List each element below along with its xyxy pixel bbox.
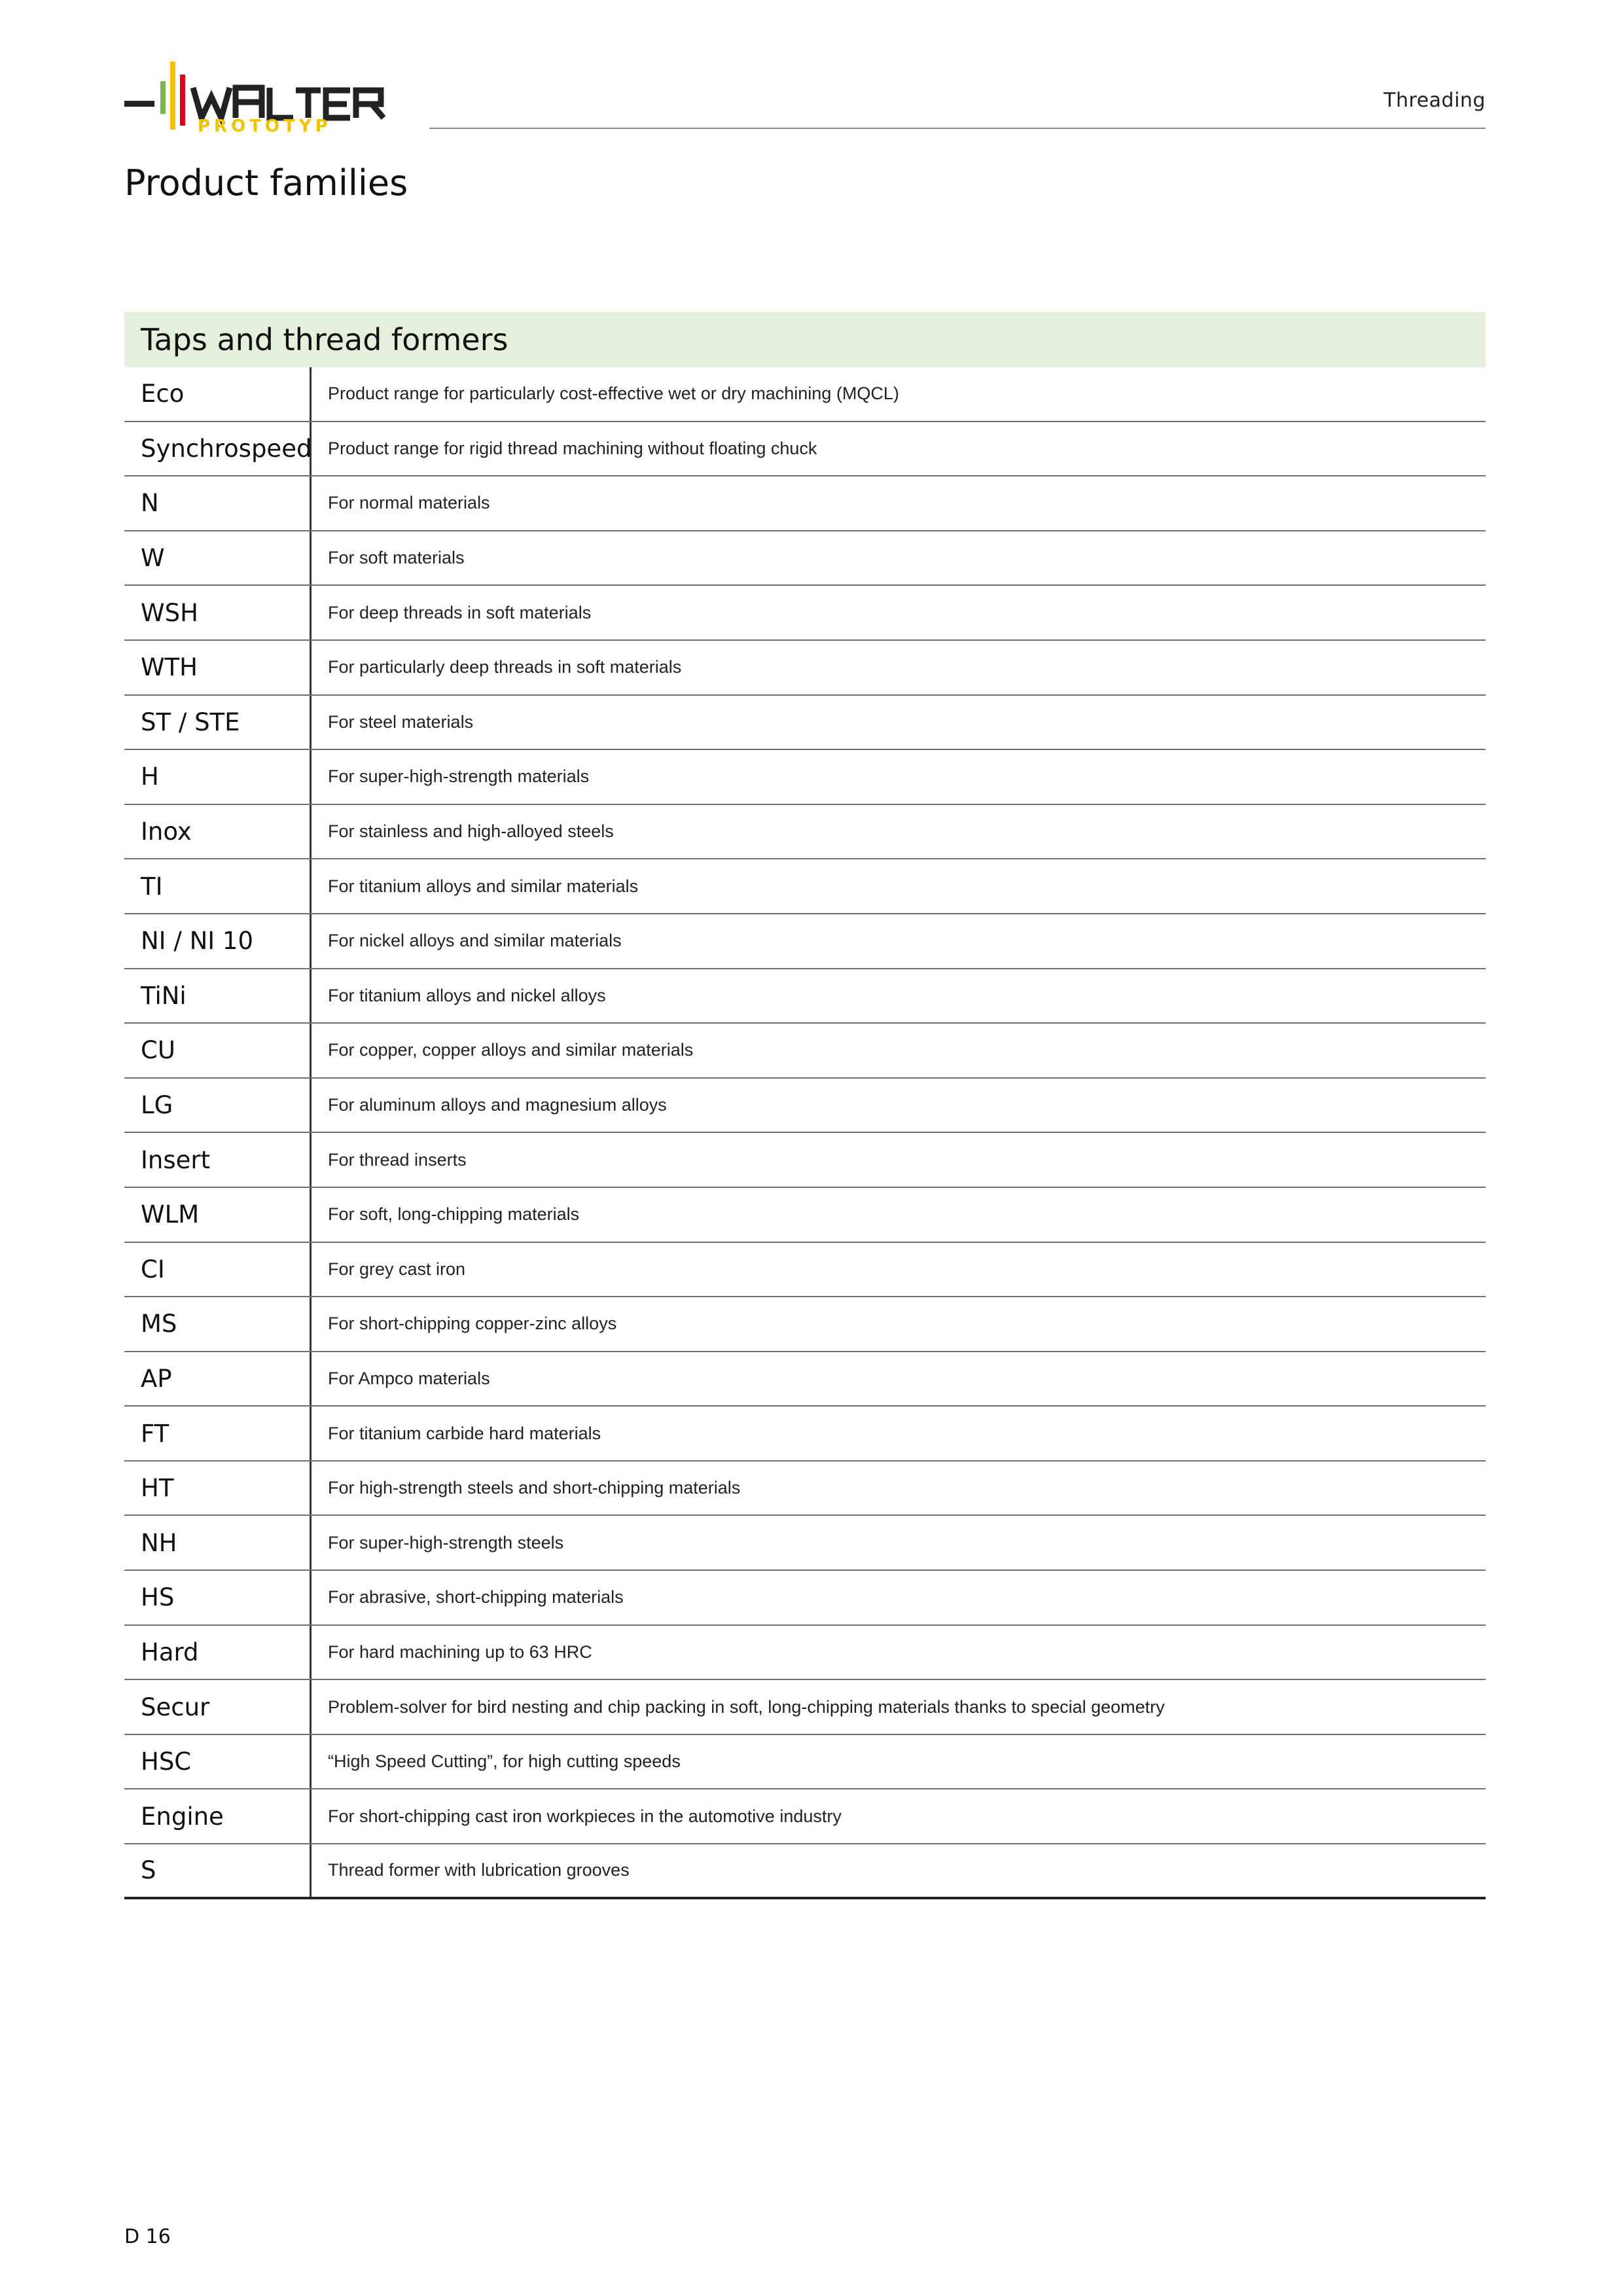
product-family-name: Inox bbox=[124, 805, 312, 859]
product-family-description: For abrasive, short-chipping materials bbox=[328, 1587, 624, 1607]
product-family-name: TiNi bbox=[124, 969, 312, 1023]
table-row bbox=[124, 422, 1486, 477]
product-family-name: MS bbox=[124, 1297, 312, 1351]
product-family-name: ST / STE bbox=[124, 696, 312, 749]
table-row bbox=[124, 586, 1486, 641]
product-family-description: Product range for particularly cost-effective wet or dry machining (MQCL) bbox=[328, 384, 899, 404]
table-row bbox=[124, 969, 1486, 1024]
table-row bbox=[124, 1516, 1486, 1571]
table-row bbox=[124, 750, 1486, 805]
product-family-name: Secur bbox=[124, 1680, 312, 1734]
product-family-name: W bbox=[124, 531, 312, 585]
product-family-name: NH bbox=[124, 1516, 312, 1570]
product-family-name: Insert bbox=[124, 1133, 312, 1187]
product-family-name: Engine bbox=[124, 1789, 312, 1843]
walter-prototyp-logo bbox=[124, 62, 399, 134]
table-row bbox=[124, 696, 1486, 751]
product-family-name: WTH bbox=[124, 641, 312, 694]
page-title: Product families bbox=[124, 162, 408, 204]
product-family-description: For copper, copper alloys and similar materials bbox=[328, 1040, 694, 1060]
product-family-name: HT bbox=[124, 1462, 312, 1515]
product-family-description: Problem-solver for bird nesting and chip packing in soft, long-chipping materials thanks to special geometry bbox=[328, 1696, 1165, 1717]
table-heading: Taps and thread formers bbox=[124, 312, 1486, 367]
product-family-description: For deep threads in soft materials bbox=[328, 602, 592, 622]
table-row bbox=[124, 1297, 1486, 1352]
table-row bbox=[124, 1243, 1486, 1298]
table-row bbox=[124, 914, 1486, 969]
product-family-name: TI bbox=[124, 859, 312, 913]
product-family-description: For Ampco materials bbox=[328, 1368, 490, 1388]
product-family-description: For super-high-strength materials bbox=[328, 766, 590, 787]
product-family-name: AP bbox=[124, 1352, 312, 1406]
product-family-description: For nickel alloys and similar materials bbox=[328, 931, 622, 951]
product-family-name: LG bbox=[124, 1079, 312, 1132]
product-family-name: Hard bbox=[124, 1626, 312, 1679]
product-family-description: Thread former with lubrication grooves bbox=[328, 1860, 630, 1880]
product-family-description: For titanium carbide hard materials bbox=[328, 1423, 601, 1443]
product-family-description: For soft materials bbox=[328, 548, 465, 568]
product-family-name: WSH bbox=[124, 586, 312, 639]
product-family-description: For high-strength steels and short-chipping materials bbox=[328, 1478, 741, 1498]
table-row bbox=[124, 476, 1486, 531]
product-families-table bbox=[124, 312, 1486, 1899]
table-row bbox=[124, 1680, 1486, 1735]
product-family-description: For hard machining up to 63 HRC bbox=[328, 1641, 592, 1662]
product-family-name: H bbox=[124, 750, 312, 804]
table-row bbox=[124, 641, 1486, 696]
product-family-description: For thread inserts bbox=[328, 1149, 467, 1170]
product-family-name: FT bbox=[124, 1407, 312, 1460]
header-rule bbox=[429, 128, 1486, 129]
table-row bbox=[124, 531, 1486, 586]
product-family-description: For normal materials bbox=[328, 493, 490, 513]
table-row bbox=[124, 1735, 1486, 1790]
table-row bbox=[124, 1352, 1486, 1407]
table-row bbox=[124, 859, 1486, 914]
logo-subtext: PROTOTYP bbox=[198, 117, 332, 134]
product-family-description: For particularly deep threads in soft materials bbox=[328, 657, 682, 677]
table-row bbox=[124, 1789, 1486, 1844]
product-family-description: For titanium alloys and nickel alloys bbox=[328, 985, 606, 1005]
table-row bbox=[124, 1571, 1486, 1626]
table-row bbox=[124, 1024, 1486, 1079]
table-row bbox=[124, 1133, 1486, 1188]
product-family-name: N bbox=[124, 476, 312, 530]
table-row bbox=[124, 1188, 1486, 1243]
product-family-description: Product range for rigid thread machining without floating chuck bbox=[328, 438, 817, 458]
product-family-description: For titanium alloys and similar materials bbox=[328, 876, 639, 896]
product-family-description: For super-high-strength steels bbox=[328, 1532, 564, 1552]
table-row bbox=[124, 1462, 1486, 1516]
table-body bbox=[124, 367, 1486, 1899]
product-family-name: CU bbox=[124, 1024, 312, 1077]
product-family-name: HSC bbox=[124, 1735, 312, 1789]
table-row bbox=[124, 1626, 1486, 1681]
product-family-description: For short-chipping copper-zinc alloys bbox=[328, 1314, 617, 1334]
page-number: D 16 bbox=[124, 2225, 171, 2248]
product-family-description: For aluminum alloys and magnesium alloys bbox=[328, 1095, 667, 1115]
product-family-description: For short-chipping cast iron workpieces in the automotive industry bbox=[328, 1806, 842, 1826]
product-family-description: For soft, long-chipping materials bbox=[328, 1204, 580, 1225]
product-family-name: Synchrospeed bbox=[124, 422, 312, 476]
table-row bbox=[124, 1844, 1486, 1899]
product-family-name: Eco bbox=[124, 367, 312, 421]
table-row bbox=[124, 1079, 1486, 1134]
product-family-name: HS bbox=[124, 1571, 312, 1624]
product-family-name: WLM bbox=[124, 1188, 312, 1242]
product-family-name: S bbox=[124, 1844, 312, 1897]
section-label: Threading bbox=[1383, 89, 1486, 112]
product-family-description: For stainless and high-alloyed steels bbox=[328, 821, 614, 842]
product-family-description: For grey cast iron bbox=[328, 1259, 466, 1279]
product-family-name: CI bbox=[124, 1243, 312, 1297]
product-family-description: “High Speed Cutting”, for high cutting speeds bbox=[328, 1751, 681, 1772]
table-row bbox=[124, 367, 1486, 422]
product-family-description: For steel materials bbox=[328, 711, 474, 732]
table-row bbox=[124, 1407, 1486, 1462]
table-row bbox=[124, 805, 1486, 860]
product-family-name: NI / NI 10 bbox=[124, 914, 312, 968]
